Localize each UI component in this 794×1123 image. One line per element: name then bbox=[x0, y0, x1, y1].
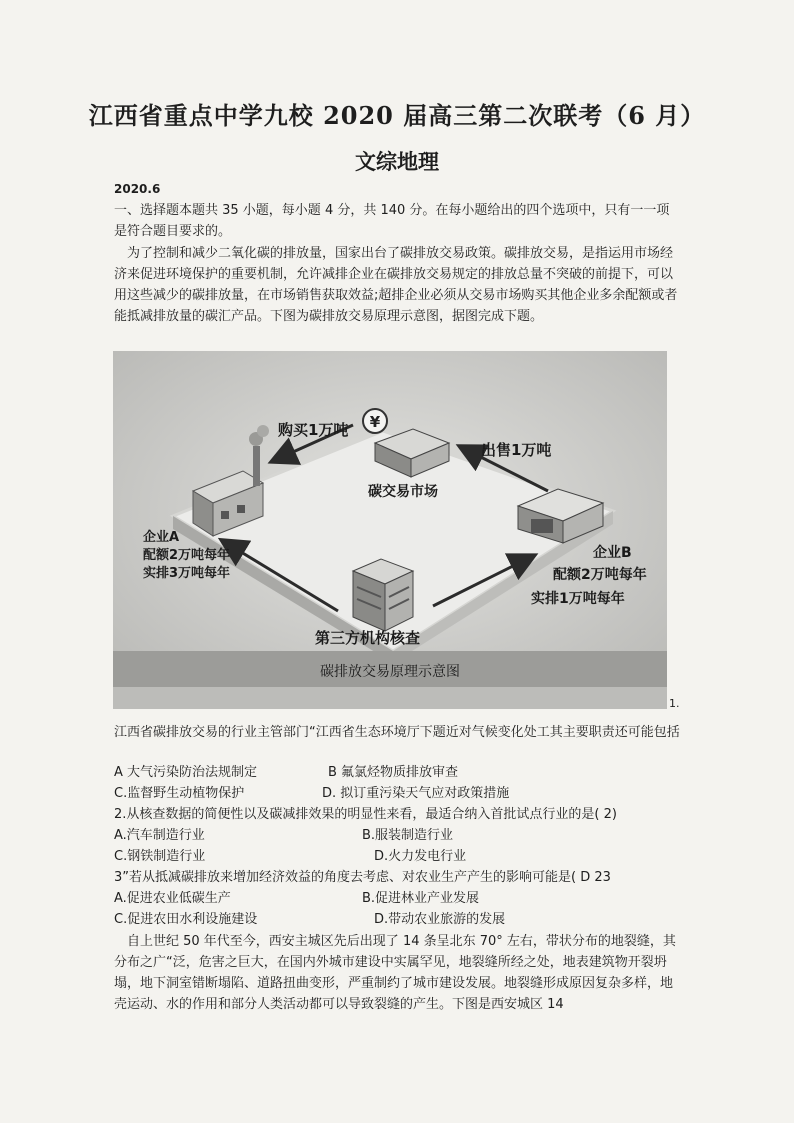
document-title: 江西省重点中学九校 2020 届高三第二次联考（6 月） bbox=[88, 101, 706, 130]
sell-label: 出售1万吨 bbox=[481, 441, 552, 459]
third-party-label: 第三方机构核查 bbox=[315, 629, 421, 647]
enterprise-b-actual: 实排1万吨每年 bbox=[531, 591, 625, 607]
enterprise-a-name: 企业A bbox=[143, 530, 180, 545]
q2-option-a: A.汽车制造行业 bbox=[114, 828, 205, 843]
q2-option-b: B.服装制造行业 bbox=[362, 828, 454, 843]
diagram-svg bbox=[113, 351, 667, 709]
passage-1: 为了控制和减少二氧化碳的排放量，国家出台了碳排放交易政策。碳排放交易，是指运用市场经济来促进环境保护的重要机制，允许减排企业在碳排放交易规定的排放总量不突破的前提下，可以用这些减少的碳排放量，在市场销售获取效益;超排企业必须从交易市场购买其他企业多余配额或者能抵减排放量的碳汇产品。下图为碳排放交易原理示意图，据图完成下题。 bbox=[114, 246, 678, 324]
q2-option-d: D.火力发电行业 bbox=[374, 849, 467, 864]
third-party-building-icon bbox=[353, 559, 413, 631]
carbon-trading-diagram bbox=[113, 351, 667, 709]
question-3-stem: 3”若从抵减碳排放来增加经济效益的角度去考虑、对农业生产产生的影响可能是( D 23 bbox=[114, 870, 611, 885]
q3-option-d: D.带动农业旅游的发展 bbox=[374, 912, 506, 927]
section-intro: 一、选择题本题共 35 小题，每小题 4 分，共 140 分。在每小题给出的四个选项中，只有一一项是符合题目要求的。 bbox=[114, 203, 670, 239]
buy-label: 购买1万吨 bbox=[278, 421, 349, 439]
market-label: 碳交易市场 bbox=[368, 484, 438, 500]
exam-date: 2020.6 bbox=[114, 182, 161, 196]
enterprise-b-name: 企业B bbox=[593, 545, 632, 561]
document-subtitle: 文综地理 bbox=[355, 149, 439, 174]
question-number-1: 1. bbox=[669, 697, 680, 710]
passage-2: 自上世纪 50 年代至今，西安主城区先后出现了 14 条呈北东 70° 左右，带状分布的地裂缝，其分布之广“泛，危害之巨大，在国内外城市建设中实属罕见，地裂缝所经之处，地表建筑物开裂坍塌，地下洞室错断塌陷、道路扭曲变形，严重制约了城市建设发展。地裂缝形成原因复杂多样，地壳运动、水的作用和部分人类活动都可以导致裂缝的产生。下图是西安城区 14 bbox=[114, 934, 676, 1012]
question-1-stem: 江西省碳排放交易的行业主管部门“江西省生态环境厅下题近对气候变化处工其主要职责还可能包括 bbox=[114, 725, 680, 740]
enterprise-b-quota: 配额2万吨每年 bbox=[553, 567, 647, 583]
enterprise-a-quota: 配额2万吨每年 bbox=[143, 548, 231, 563]
question-2-stem: 2.从核查数据的简便性以及碳减排效果的明显性来看，最适合纳入首批试点行业的是( 2) bbox=[114, 807, 617, 822]
q2-option-c: C.钢铁制造行业 bbox=[114, 849, 206, 864]
q3-option-b: B.促进林业产业发展 bbox=[362, 891, 480, 906]
q1-option-a: A 大气污染防治法规制定 bbox=[114, 765, 258, 780]
enterprise-a-actual: 实排3万吨每年 bbox=[143, 566, 231, 581]
q1-option-b: B 氟氯烃物质排放审查 bbox=[328, 765, 459, 780]
figure-caption: 碳排放交易原理示意图 bbox=[320, 664, 460, 680]
q3-option-a: A.促进农业低碳生产 bbox=[114, 891, 231, 906]
q3-option-c: C.促进农田水利设施建设 bbox=[114, 912, 258, 927]
q1-option-c: C.监督野生动植物保护 bbox=[114, 786, 245, 801]
yen-icon: ¥ bbox=[369, 413, 381, 431]
q1-option-d: D. 拟订重污染天气应对政策措施 bbox=[322, 786, 510, 801]
